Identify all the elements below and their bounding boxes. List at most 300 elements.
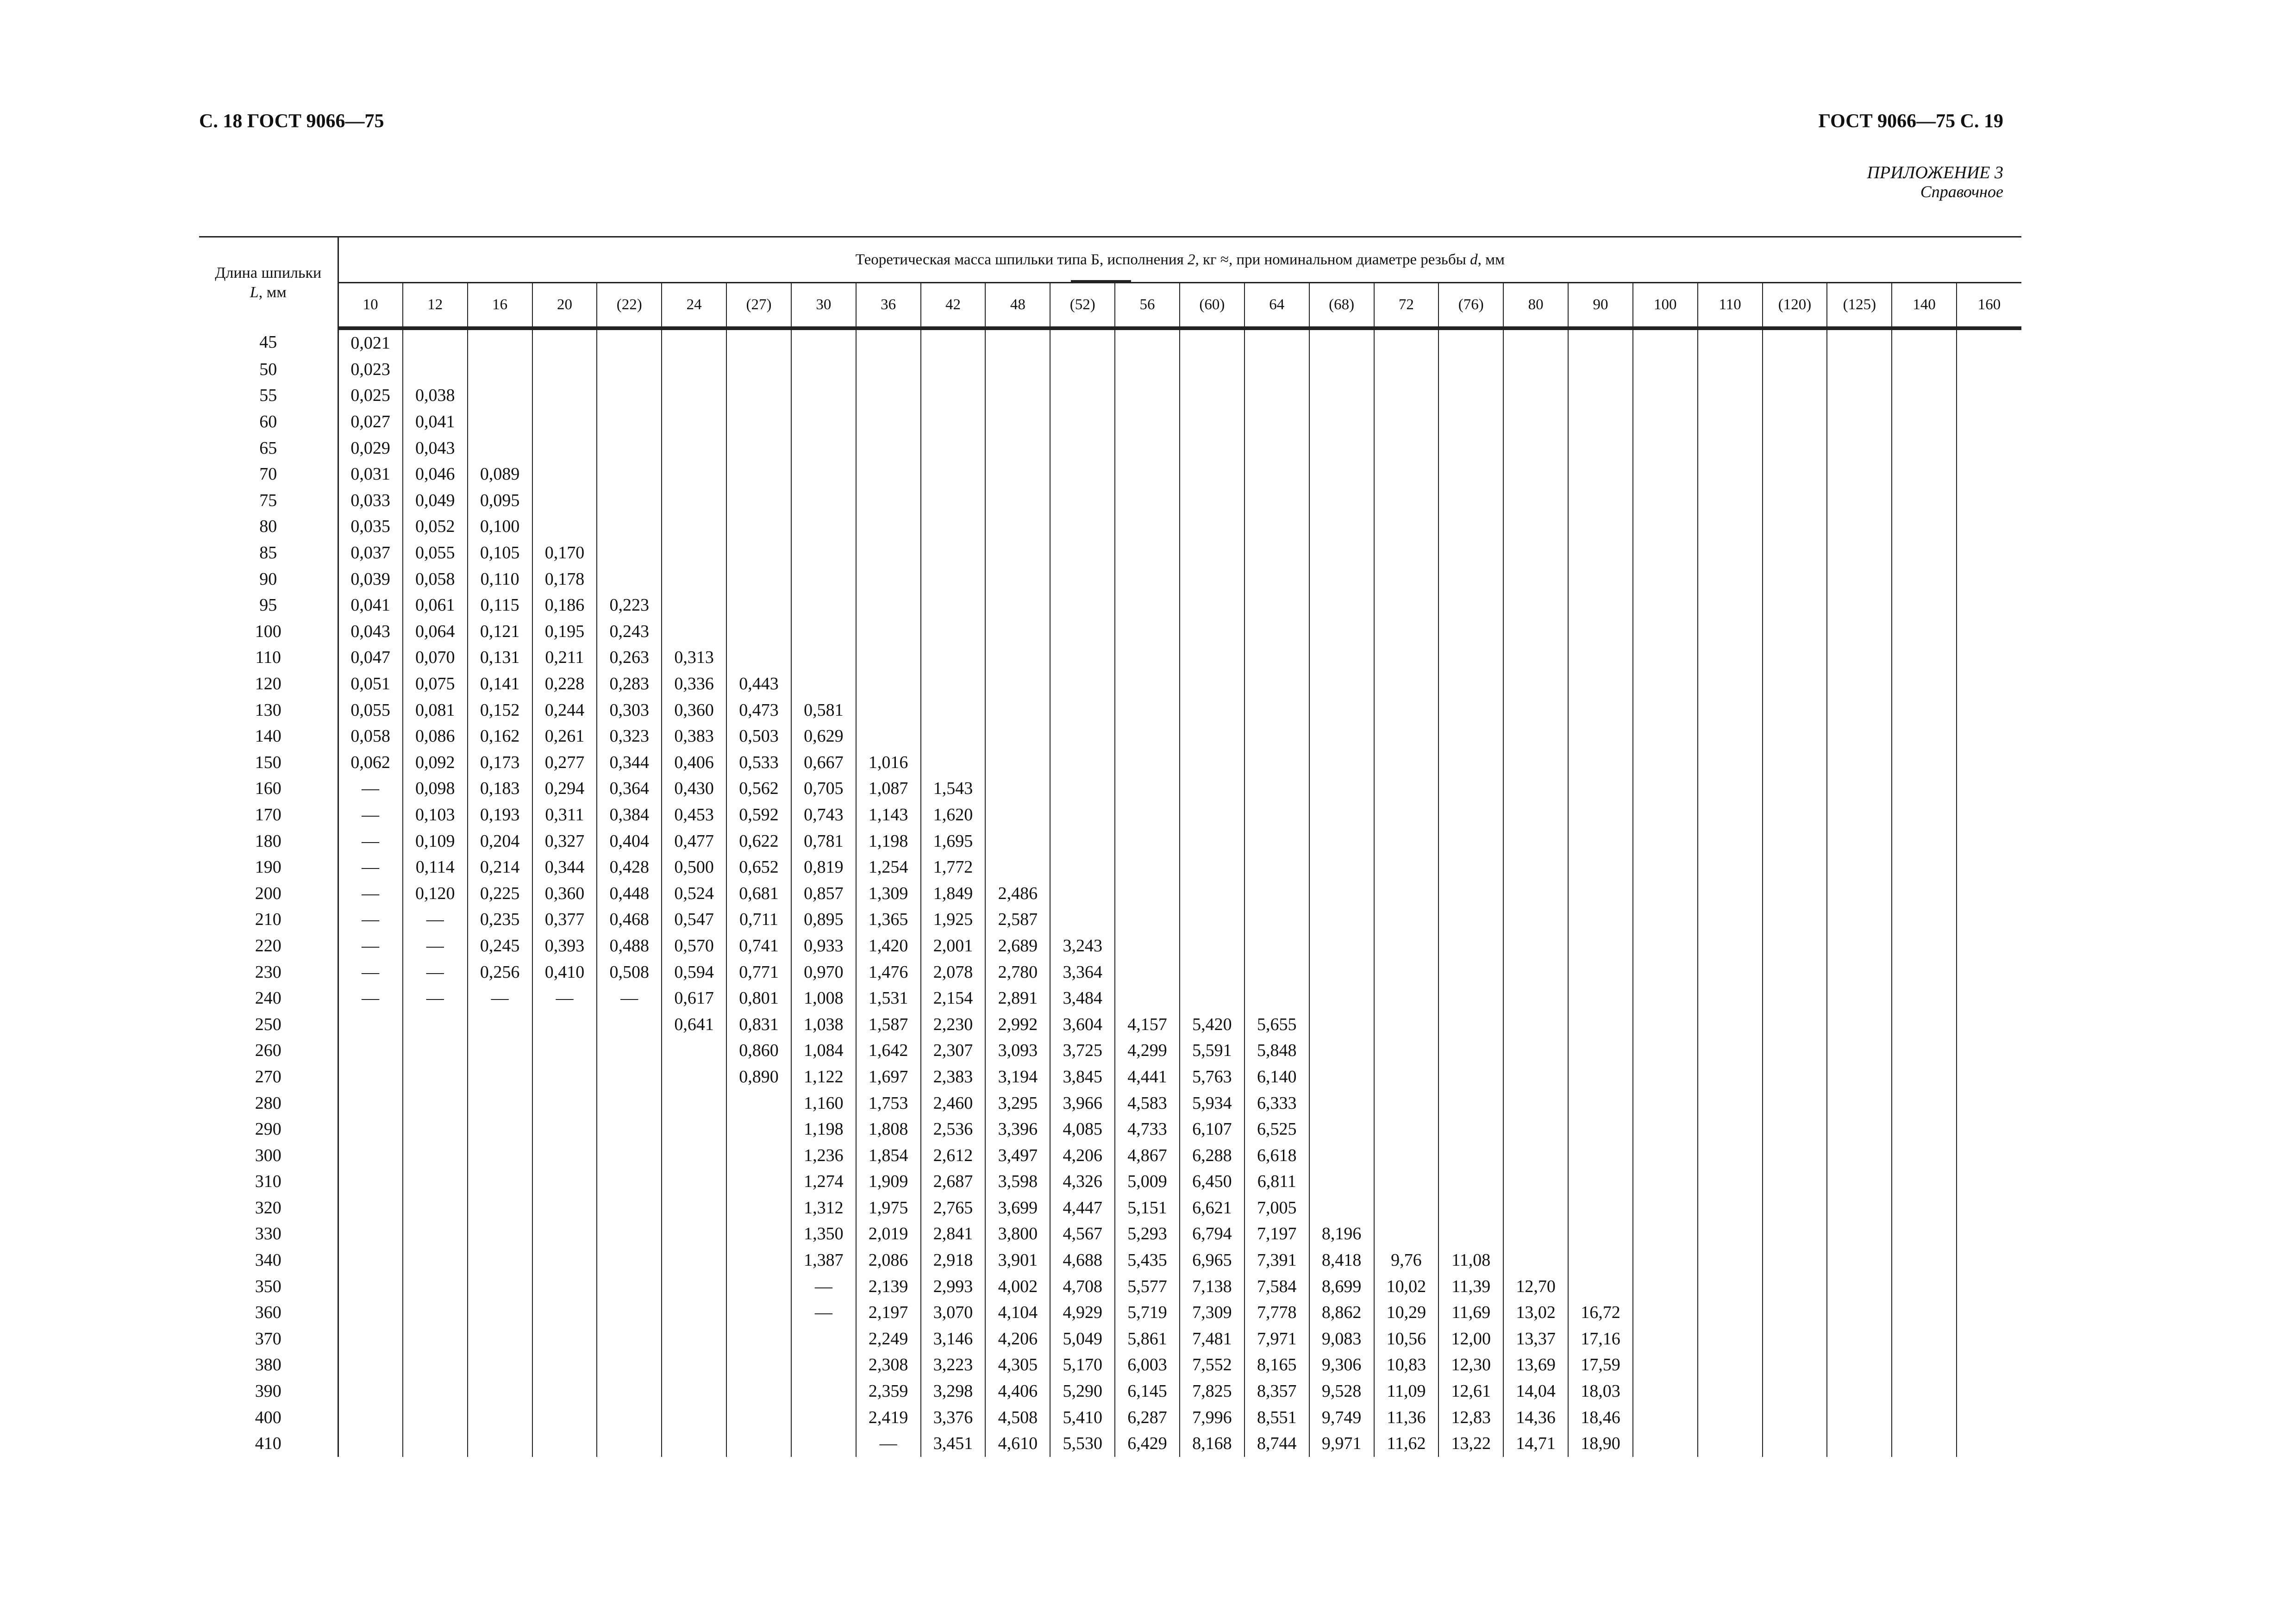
mass-cell: 10,56 <box>1374 1326 1439 1352</box>
mass-cell <box>1633 1299 1698 1326</box>
mass-cell: 6,288 <box>1180 1142 1244 1168</box>
mass-cell <box>985 723 1050 750</box>
mass-cell: 6,107 <box>1180 1116 1244 1143</box>
length-cell: 130 <box>199 697 338 723</box>
mass-cell: 0,581 <box>791 697 856 723</box>
table-row <box>199 1326 2021 1352</box>
mass-cell: 2,687 <box>921 1168 986 1195</box>
mass-cell <box>1827 671 1892 697</box>
mass-cell: 0,383 <box>662 723 726 750</box>
mass-cell <box>1633 1090 1698 1116</box>
mass-cell <box>468 1299 532 1326</box>
table-row <box>199 1090 2021 1116</box>
mass-cell <box>1957 933 2021 959</box>
mass-cell <box>1309 566 1374 592</box>
mass-cell: 9,306 <box>1309 1352 1374 1378</box>
mass-cell <box>1763 1326 1827 1352</box>
mass-cell <box>1050 592 1115 618</box>
mass-cell <box>1374 1142 1439 1168</box>
mass-cell: 0,031 <box>338 461 403 487</box>
mass-cell <box>1180 409 1244 435</box>
mass-cell: 12,00 <box>1438 1326 1503 1352</box>
mass-cell: 4,610 <box>985 1430 1050 1457</box>
mass-cell <box>1438 540 1503 566</box>
mass-cell <box>1892 409 1957 435</box>
mass-cell <box>1633 382 1698 409</box>
mass-cell <box>1633 513 1698 540</box>
mass-cell <box>338 1142 403 1168</box>
mass-cell <box>1827 1430 1892 1457</box>
mass-cell <box>1568 1064 1633 1090</box>
mass-cell <box>338 1352 403 1378</box>
mass-cell <box>791 1430 856 1457</box>
mass-cell <box>1438 461 1503 487</box>
mass-cell: 5,861 <box>1115 1326 1180 1352</box>
mass-cell: 0,052 <box>403 513 468 540</box>
mass-cell <box>1698 1011 1763 1037</box>
mass-cell: 4,733 <box>1115 1116 1180 1143</box>
mass-cell <box>403 1378 468 1405</box>
mass-cell <box>1503 540 1568 566</box>
mass-cell <box>791 356 856 383</box>
mass-cell <box>921 409 986 435</box>
mass-cell <box>1892 1037 1957 1064</box>
title-italic2: d <box>1470 251 1478 268</box>
mass-cell <box>1957 750 2021 776</box>
mass-cell <box>1503 1011 1568 1037</box>
mass-cell <box>1374 566 1439 592</box>
mass-cell <box>1763 461 1827 487</box>
mass-cell <box>1503 461 1568 487</box>
mass-cell <box>1957 1064 2021 1090</box>
mass-cell: 0,547 <box>662 906 726 933</box>
mass-cell <box>1827 1090 1892 1116</box>
mass-cell: 0,086 <box>403 723 468 750</box>
mass-cell: 0,819 <box>791 854 856 881</box>
mass-cell <box>1115 409 1180 435</box>
mass-cell <box>1698 1430 1763 1457</box>
mass-cell: 0,711 <box>726 906 791 933</box>
mass-cell <box>726 435 791 461</box>
length-cell: 75 <box>199 487 338 514</box>
diameter-header-cell: (22) <box>597 283 662 329</box>
mass-cell: 0,043 <box>403 435 468 461</box>
mass-cell: 0,360 <box>662 697 726 723</box>
mass-cell <box>1633 775 1698 802</box>
mass-cell: 0,105 <box>468 540 532 566</box>
length-cell: 210 <box>199 906 338 933</box>
length-cell: 310 <box>199 1168 338 1195</box>
table-row <box>199 1299 2021 1326</box>
mass-cell <box>1633 854 1698 881</box>
mass-cell <box>1050 671 1115 697</box>
mass-cell: 4,567 <box>1050 1221 1115 1247</box>
mass-cell <box>1503 854 1568 881</box>
mass-cell <box>1698 1064 1763 1090</box>
mass-cell <box>662 1037 726 1064</box>
mass-cell <box>1244 566 1309 592</box>
mass-cell <box>1892 513 1957 540</box>
table-row <box>199 1247 2021 1274</box>
mass-cell: — <box>597 985 662 1012</box>
mass-cell <box>985 328 1050 356</box>
mass-cell: 3,396 <box>985 1116 1050 1143</box>
mass-cell <box>1633 1352 1698 1378</box>
table-row <box>199 1195 2021 1221</box>
mass-cell <box>532 328 597 356</box>
mass-cell <box>791 328 856 356</box>
table-row <box>199 382 2021 409</box>
mass-cell <box>791 566 856 592</box>
mass-cell <box>856 487 921 514</box>
mass-cell <box>1698 644 1763 671</box>
mass-cell <box>921 644 986 671</box>
table-row <box>199 1221 2021 1247</box>
diameter-header-cell: 12 <box>403 283 468 329</box>
mass-cell: 5,290 <box>1050 1378 1115 1405</box>
mass-cell <box>1892 1142 1957 1168</box>
mass-cell <box>1827 1195 1892 1221</box>
mass-cell <box>726 1116 791 1143</box>
mass-cell <box>1309 906 1374 933</box>
mass-cell: 7,825 <box>1180 1378 1244 1405</box>
mass-cell: 2,780 <box>985 959 1050 985</box>
mass-cell: 3,604 <box>1050 1011 1115 1037</box>
mass-cell <box>1698 461 1763 487</box>
mass-cell <box>1244 985 1309 1012</box>
mass-cell <box>1827 906 1892 933</box>
mass-cell: 14,71 <box>1503 1430 1568 1457</box>
mass-cell <box>726 409 791 435</box>
mass-cell <box>1050 906 1115 933</box>
mass-cell: 0,313 <box>662 644 726 671</box>
mass-cell <box>1503 1116 1568 1143</box>
mass-cell <box>985 828 1050 854</box>
mass-cell <box>1827 1404 1892 1430</box>
mass-cell <box>1957 1037 2021 1064</box>
mass-cell <box>1633 409 1698 435</box>
mass-cell: 7,481 <box>1180 1326 1244 1352</box>
mass-cell <box>1568 933 1633 959</box>
mass-cell <box>1309 697 1374 723</box>
mass-cell <box>597 1404 662 1430</box>
mass-cell <box>597 1011 662 1037</box>
mass-cell <box>1115 513 1180 540</box>
mass-cell <box>1180 592 1244 618</box>
mass-cell <box>403 1221 468 1247</box>
mass-cell <box>468 1404 532 1430</box>
mass-cell <box>1633 1378 1698 1405</box>
mass-cell <box>1374 513 1439 540</box>
mass-cell <box>726 644 791 671</box>
mass-cell <box>1503 697 1568 723</box>
mass-cell <box>1244 854 1309 881</box>
mass-cell <box>1180 671 1244 697</box>
mass-cell <box>856 328 921 356</box>
mass-cell <box>403 1116 468 1143</box>
mass-cell: 2,307 <box>921 1037 986 1064</box>
mass-cell <box>532 487 597 514</box>
mass-cell <box>403 1299 468 1326</box>
mass-cell <box>1827 328 1892 356</box>
mass-cell <box>921 382 986 409</box>
diameter-header-cell: 56 <box>1115 283 1180 329</box>
mass-cell <box>1374 1221 1439 1247</box>
mass-cell <box>1050 618 1115 645</box>
mass-cell <box>1633 1195 1698 1221</box>
mass-cell: 0,243 <box>597 618 662 645</box>
mass-cell: 1,808 <box>856 1116 921 1143</box>
mass-cell <box>1633 461 1698 487</box>
table-row <box>199 1378 2021 1405</box>
mass-cell: 0,064 <box>403 618 468 645</box>
mass-cell <box>1309 356 1374 383</box>
mass-cell <box>1180 828 1244 854</box>
mass-cell: 0,860 <box>726 1037 791 1064</box>
mass-cell <box>1568 435 1633 461</box>
mass-cell <box>1438 1195 1503 1221</box>
mass-cell: 0,131 <box>468 644 532 671</box>
mass-cell: 0,162 <box>468 723 532 750</box>
mass-cell <box>1180 644 1244 671</box>
mass-cell <box>1438 618 1503 645</box>
mass-cell: 0,570 <box>662 933 726 959</box>
mass-cell: 0,592 <box>726 802 791 828</box>
mass-cell: 0,110 <box>468 566 532 592</box>
mass-cell: 6,003 <box>1115 1352 1180 1378</box>
mass-cell <box>1438 1116 1503 1143</box>
mass-cell: 4,326 <box>1050 1168 1115 1195</box>
mass-cell: 4,447 <box>1050 1195 1115 1221</box>
mass-cell <box>1827 1221 1892 1247</box>
mass-cell <box>1698 540 1763 566</box>
mass-cell: 3,845 <box>1050 1064 1115 1090</box>
mass-cell <box>1763 644 1827 671</box>
mass-cell <box>1374 775 1439 802</box>
mass-cell <box>1244 959 1309 985</box>
mass-cell <box>1827 461 1892 487</box>
length-cell: 50 <box>199 356 338 383</box>
mass-cell <box>1374 592 1439 618</box>
mass-cell <box>1827 618 1892 645</box>
mass-cell <box>1957 1430 2021 1457</box>
mass-cell <box>468 328 532 356</box>
mass-cell <box>1244 540 1309 566</box>
mass-cell: 1,365 <box>856 906 921 933</box>
mass-cell <box>1633 1221 1698 1247</box>
mass-cell <box>985 487 1050 514</box>
mass-cell: 8,357 <box>1244 1378 1309 1405</box>
mass-cell <box>1892 1247 1957 1274</box>
mass-cell: 0,524 <box>662 880 726 906</box>
mass-cell <box>1438 854 1503 881</box>
mass-cell: 0,183 <box>468 775 532 802</box>
mass-cell: 1,350 <box>791 1221 856 1247</box>
mass-cell <box>1957 461 2021 487</box>
mass-cell <box>1568 959 1633 985</box>
mass-cell: 3,093 <box>985 1037 1050 1064</box>
mass-cell: 0,025 <box>338 382 403 409</box>
mass-cell <box>1763 671 1827 697</box>
table-row <box>199 723 2021 750</box>
mass-cell <box>1633 880 1698 906</box>
mass-cell <box>597 1142 662 1168</box>
mass-cell <box>1115 328 1180 356</box>
mass-cell: 2,086 <box>856 1247 921 1274</box>
mass-cell <box>1892 1430 1957 1457</box>
mass-cell <box>1763 566 1827 592</box>
mass-cell: 0,344 <box>597 750 662 776</box>
mass-cell: 4,104 <box>985 1299 1050 1326</box>
diameter-header-cell: 90 <box>1568 283 1633 329</box>
mass-cell <box>1957 328 2021 356</box>
mass-cell <box>1763 1378 1827 1405</box>
mass-cell <box>1892 1116 1957 1143</box>
mass-cell <box>1244 697 1309 723</box>
mass-cell <box>1892 1221 1957 1247</box>
mass-cell: 6,287 <box>1115 1404 1180 1430</box>
mass-cell: 7,996 <box>1180 1404 1244 1430</box>
mass-cell <box>1050 828 1115 854</box>
mass-cell <box>1050 356 1115 383</box>
mass-cell <box>1438 880 1503 906</box>
mass-cell <box>532 1221 597 1247</box>
mass-cell <box>1763 409 1827 435</box>
mass-cell <box>1568 540 1633 566</box>
mass-cell <box>597 382 662 409</box>
mass-cell: — <box>338 906 403 933</box>
mass-cell <box>1244 356 1309 383</box>
mass-cell: 5,591 <box>1180 1037 1244 1064</box>
mass-cell <box>726 540 791 566</box>
mass-cell <box>338 1273 403 1299</box>
mass-cell: 0,890 <box>726 1064 791 1090</box>
mass-cell <box>1438 566 1503 592</box>
mass-cell: 6,450 <box>1180 1168 1244 1195</box>
mass-cell <box>1244 513 1309 540</box>
mass-cell <box>1503 435 1568 461</box>
mass-cell <box>662 1064 726 1090</box>
mass-cell <box>1763 356 1827 383</box>
mass-cell <box>1957 1142 2021 1168</box>
mass-cell <box>985 382 1050 409</box>
mass-cell <box>1503 880 1568 906</box>
mass-cell <box>1115 750 1180 776</box>
mass-cell <box>726 356 791 383</box>
mass-cell: 2,536 <box>921 1116 986 1143</box>
mass-cell <box>1309 1064 1374 1090</box>
mass-cell: 0,098 <box>403 775 468 802</box>
mass-cell <box>1763 775 1827 802</box>
mass-cell <box>1633 1404 1698 1430</box>
mass-cell <box>1568 487 1633 514</box>
mass-cell: 8,168 <box>1180 1430 1244 1457</box>
mass-cell <box>1050 775 1115 802</box>
mass-cell: — <box>338 828 403 854</box>
mass-cell: 0,294 <box>532 775 597 802</box>
mass-cell <box>597 409 662 435</box>
mass-cell <box>1438 1064 1503 1090</box>
mass-cell <box>791 435 856 461</box>
mass-cell <box>1115 566 1180 592</box>
mass-cell <box>1309 1195 1374 1221</box>
mass-cell <box>662 435 726 461</box>
mass-cell <box>1438 356 1503 383</box>
mass-cell: 0,453 <box>662 802 726 828</box>
mass-cell <box>597 1247 662 1274</box>
mass-cell <box>1244 435 1309 461</box>
diameter-header-cell: (68) <box>1309 283 1374 329</box>
mass-cell: 2,765 <box>921 1195 986 1221</box>
mass-cell <box>1698 985 1763 1012</box>
mass-cell <box>985 566 1050 592</box>
mass-cell: 6,429 <box>1115 1430 1180 1457</box>
mass-cell: — <box>791 1299 856 1326</box>
mass-cell: 0,443 <box>726 671 791 697</box>
mass-cell <box>985 854 1050 881</box>
mass-cell <box>468 1326 532 1352</box>
mass-cell <box>726 592 791 618</box>
mass-cell: — <box>532 985 597 1012</box>
mass-cell <box>1503 1168 1568 1195</box>
mass-cell <box>1957 1326 2021 1352</box>
mass-cell: 0,473 <box>726 697 791 723</box>
mass-cell <box>1503 487 1568 514</box>
length-cell: 100 <box>199 618 338 645</box>
mass-cell <box>1892 1064 1957 1090</box>
mass-cell <box>1633 487 1698 514</box>
mass-cell: 0,477 <box>662 828 726 854</box>
mass-cell <box>1698 723 1763 750</box>
mass-cell <box>468 435 532 461</box>
mass-cell <box>1374 461 1439 487</box>
mass-cell <box>1827 1378 1892 1405</box>
length-cell: 350 <box>199 1273 338 1299</box>
mass-cell <box>1374 356 1439 383</box>
mass-cell <box>1698 697 1763 723</box>
mass-cell <box>791 1404 856 1430</box>
mass-cell <box>726 1090 791 1116</box>
mass-cell <box>1438 487 1503 514</box>
mass-cell <box>1892 1299 1957 1326</box>
mass-cell <box>468 382 532 409</box>
mass-cell <box>1698 1142 1763 1168</box>
mass-cell <box>1503 671 1568 697</box>
mass-cell: 0,081 <box>403 697 468 723</box>
mass-cell <box>1568 906 1633 933</box>
mass-cell <box>1892 985 1957 1012</box>
length-cell: 270 <box>199 1064 338 1090</box>
mass-cell <box>1827 1142 1892 1168</box>
mass-cell <box>1568 1195 1633 1221</box>
diameter-header-row <box>199 283 2021 329</box>
mass-cell: 6,965 <box>1180 1247 1244 1274</box>
mass-cell <box>1309 328 1374 356</box>
length-cell: 190 <box>199 854 338 881</box>
mass-cell <box>1374 644 1439 671</box>
mass-cell <box>1568 1090 1633 1116</box>
mass-cell <box>1568 723 1633 750</box>
mass-cell <box>403 1037 468 1064</box>
mass-cell <box>1763 1352 1827 1378</box>
mass-cell <box>662 566 726 592</box>
mass-cell <box>1957 1116 2021 1143</box>
mass-cell: 7,778 <box>1244 1299 1309 1326</box>
diameter-header-cell: 110 <box>1698 283 1763 329</box>
table-row <box>199 540 2021 566</box>
mass-cell <box>532 1142 597 1168</box>
mass-cell: 3,223 <box>921 1352 986 1378</box>
